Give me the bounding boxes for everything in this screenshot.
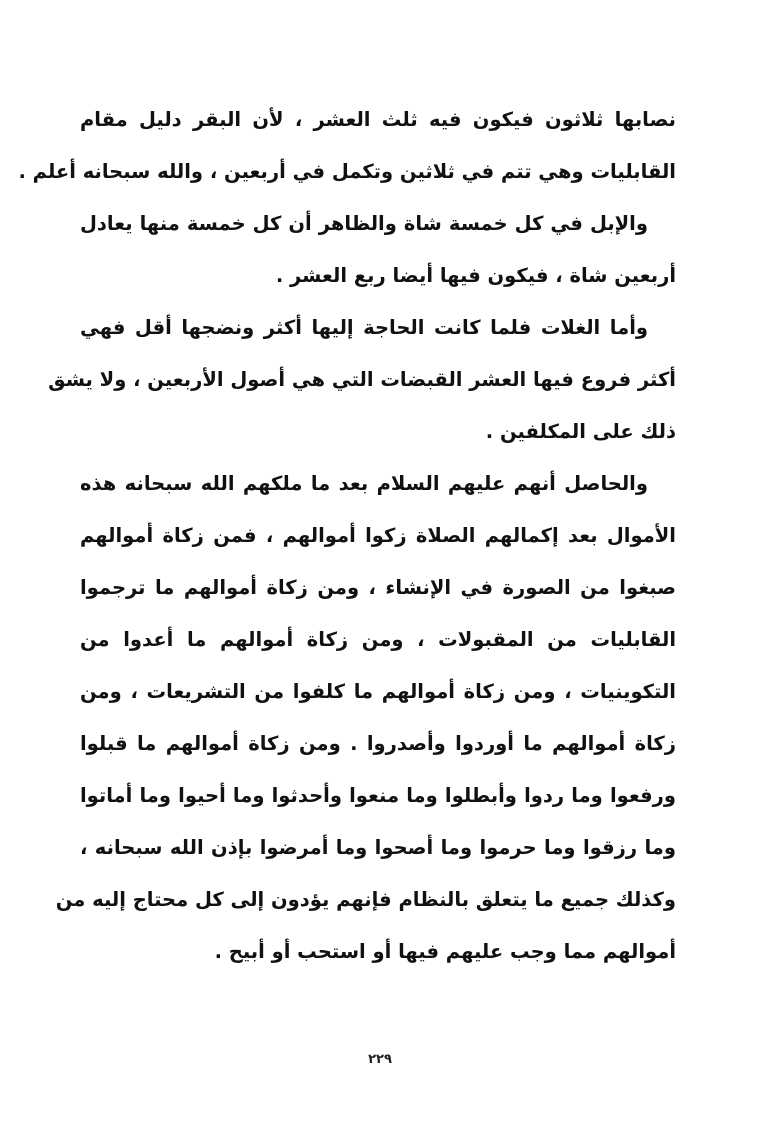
text-line: أكثر فروع فيها العشر القبضات التي هي أصول الأربعين ، ولا يشق bbox=[48, 368, 676, 391]
text-line: نصابها ثلاثون فيكون فيه ثلث العشر ، لأن البقر دليل مقام bbox=[80, 108, 676, 131]
text-line: التكوينيات ، ومن زكاة أموالهم ما كلفوا من التشريعات ، ومن bbox=[80, 680, 676, 703]
text-line: والإبل في كل خمسة شاة والظاهر أن كل خمسة منها يعادل bbox=[80, 212, 648, 235]
text-line: صبغوا من الصورة في الإنشاء ، ومن زكاة أموالهم ما ترجموا bbox=[80, 576, 676, 599]
text-line: القابليات وهي تتم في ثلاثين وتكمل في أربعين ، والله سبحانه أعلم . bbox=[18, 160, 676, 183]
page-number: ٢٢٩ bbox=[368, 1052, 392, 1067]
text-line: وأما الغلات فلما كانت الحاجة إليها أكثر ونضجها أقل فهي bbox=[80, 316, 648, 339]
text-line: أموالهم مما وجب عليهم فيها أو استحب أو أبيح . bbox=[214, 940, 676, 963]
text-line: والحاصل أنهم عليهم السلام بعد ما ملكهم الله سبحانه هذه bbox=[80, 472, 648, 495]
text-line: وما رزقوا وما حرموا وما أصحوا وما أمرضوا بإذن الله سبحانه ، bbox=[80, 836, 676, 859]
text-line: أربعين شاة ، فيكون فيها أيضا ربع العشر . bbox=[275, 264, 676, 287]
text-line: ورفعوا وما ردوا وأبطلوا وما منعوا وأحدثوا وما أحيوا وما أماتوا bbox=[80, 784, 676, 807]
text-line: الأموال بعد إكمالهم الصلاة زكوا أموالهم ، فمن زكاة أموالهم bbox=[80, 524, 676, 547]
text-line: القابليات من المقبولات ، ومن زكاة أموالهم ما أعدوا من bbox=[80, 628, 676, 651]
text-line: ذلك على المكلفين . bbox=[485, 420, 676, 443]
text-line: وكذلك جميع ما يتعلق بالنظام فإنهم يؤدون إلى كل محتاج إليه من bbox=[55, 888, 676, 911]
text-line: زكاة أموالهم ما أوردوا وأصدروا . ومن زكاة أموالهم ما قبلوا bbox=[80, 732, 676, 755]
